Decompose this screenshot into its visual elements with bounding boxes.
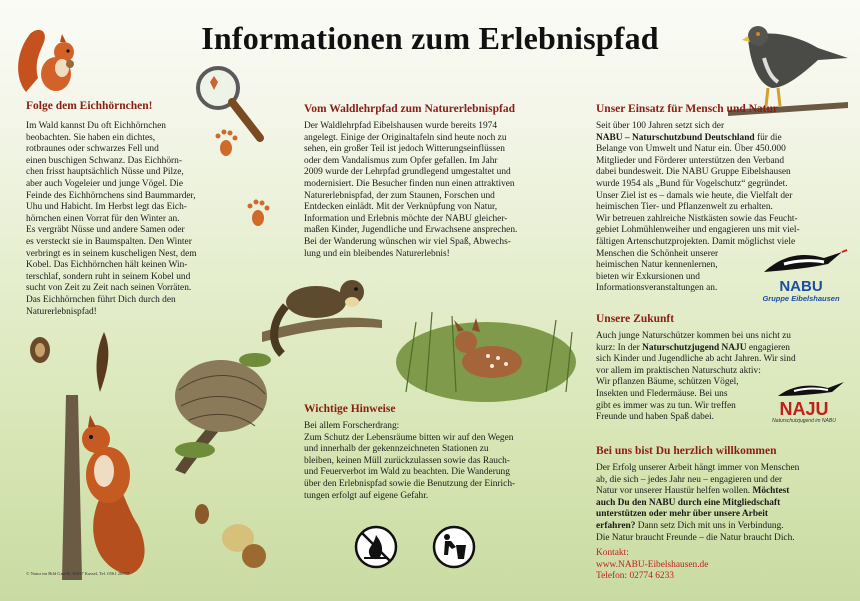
- copyright: © Natur im Bild GmbH, 36037 Kassel, Tel. 0561 20677: [26, 571, 130, 576]
- zukunft-line-2-pre: kurz: In der: [596, 342, 643, 353]
- einsatz-rest: Belange von Umwelt und Natur ein. Über 450.000 Mitglieder und Förderer unterstützen den Verband dabei bundesweit. Die NABU Gruppe Eibelshausen wurde 1954 als „Bund für Vogelschutz“ gegründet. Unser Ziel ist es – damals wie heute, die Vielfalt der heimischen Tier- und Pflanzenwelt zu erhalten. Wir betreuen zahlreiche Nistkästen sowie das Feucht- gebiet Lohmühlenweiher und engagieren uns mit viel- fältigen Artenschutzprojekten. Damit möglichst viele Menschen die Schönheit unserer heimischen Natur kennenlernen, bieten wir Exkursionen und Informationsveranstaltungen an.: [596, 144, 800, 294]
- willkommen-line-3-pre: Natur vor unserer Haustür helfen wollen.: [596, 486, 753, 497]
- page-title: Informationen zum Erlebnispfad: [201, 20, 659, 56]
- kontakt-telefon: Telefon: 02774 6233: [596, 571, 674, 582]
- hawk-illustration: [728, 18, 848, 116]
- zukunft-rest: sich Kinder und Jugendliche ab acht Jahren. Wir sind vor allem im praktischen Naturschutz aktiv: Wir pflanzen Bäume, schützen Vögel, Insekten und Fledermäuse. Bei uns gibt es immer was zu tun. Wir treffen Freunde und haben Spaß dabei.: [596, 354, 796, 423]
- naju-full-name: Naturschutzjugend NAJU: [642, 342, 747, 353]
- kontakt-label: Kontakt:: [596, 548, 629, 558]
- eichhoernchen-text: Im Wald kannst Du oft Eichhörnchen beobachten. Sie haben ein dichtes, rotbraunes oder schwarzes Fell und einen buschigen Schwanz. Das Eichhörn- chen frisst hauptsächlich Nüsse und Pilze, aber auch Vogeleier und junge Vögel. Die Feinde des Eichhörnchens sind Baummarder, Uhu und Habicht. Im Herbst legt das Eich- hörnchen einen Vorrat für den Winter an. Es vergräbt Nüsse und andere Samen oder es versteckt sie in Baumspalten. Den Winter verbringt es in seinem kuscheligen Nest, dem Kobel. Das Eichhörnchen hält keinen Win- terschlaf, sondern ruht in seinem Kobel und sucht von Zeit zu Zeit nach seinen Vorräten. Das Eichhörnchen führt Dich durch den Naturerlebnispfad!: [26, 121, 197, 317]
- willkommen-line-3-bold: Möchtest: [752, 486, 790, 497]
- nest-kobel-illustration: [155, 340, 280, 475]
- section-heading-einsatz: Unser Einsatz für Mensch und Natur: [596, 103, 778, 115]
- naju-logo-text: NAJU: [779, 399, 829, 419]
- naju-logo-subtitle-text: Naturschutzjugend: [772, 418, 814, 424]
- nut-and-cone-illustration: [28, 330, 128, 400]
- willkommen-line-1: Der Erfolg unserer Arbeit hängt immer von Menschen: [596, 463, 800, 473]
- naju-logo: [758, 378, 850, 436]
- einsatz-line-1: Seit über 100 Jahren setzt sich der: [596, 121, 725, 131]
- section-heading-willkommen: Bei uns bist Du herzlich willkommen: [596, 445, 777, 457]
- squirrel-footprints: [212, 112, 282, 242]
- nabu-full-name: NABU – Naturschutzbund Deutschland: [596, 132, 755, 143]
- hinweise-text: Bei allem Forscherdrang: Zum Schutz der Lebensräume bitten wir auf den Wegen und innerhalb der gekennzeichneten Stationen zu bleiben, keinen Müll zurückzulassen sowie das Rauch- und Feuerverbot im Wald zu beachten. Die Wanderung über den Erlebnispfad sowie die Benutzung der Einrich- tungen erfolgt auf eigene Gefahr.: [304, 421, 516, 501]
- naju-logo-subtitle: [758, 418, 850, 424]
- stork-icon-naju: [758, 378, 850, 400]
- fawn-in-grass-illustration: [396, 292, 576, 402]
- litter-bin-icon: [432, 525, 476, 569]
- naju-logo-suffix: im NABU: [815, 418, 836, 424]
- willkommen-line-6-rest: Dann setz Dich mit uns in Verbindung.: [635, 520, 784, 531]
- einsatz-line-2-rest: für die: [754, 132, 782, 143]
- willkommen-bold-lines: auch Du den NABU durch eine Mitgliedschaft unterstützen oder mehr über unsere Arbeit erfahren?: [596, 497, 781, 531]
- nabu-logo-subtitle: Gruppe Eibelshausen: [762, 294, 840, 303]
- stork-icon: [754, 244, 848, 280]
- willkommen-text: [596, 463, 854, 544]
- squirrel-on-tree-illustration: [48, 395, 168, 580]
- nabu-logo: [754, 244, 848, 304]
- waldlehrpfad-text: Der Waldlehrpfad Eibelshausen wurde bereits 1974 angelegt. Einige der Originaltafeln sind heute noch zu sehen, ein großer Teil ist jedoch Witterungseinflüssen oder dem Vandalismus zum Opfer gefallen. Im Jahr 2009 wurde der Lehrpfad grundlegend umgestaltet und modernisiert. Die Besucher finden nun einen attraktiven Naturerlebnispfad, der zum Staunen, Forschen und Entdecken einlädt. Mit der Verknüpfung von Natur, Information und Erlebnis möchte der NABU gleicher- maßen Kinder, Jugendliche und Erwachsene ansprechen. Bei der Wanderung wünschen wir viel Spaß, Abwechs- lung und ein bleibendes Naturerlebnis!: [304, 121, 518, 259]
- zukunft-line-1: Auch junge Naturschützer kommen bei uns nicht zu: [596, 331, 791, 341]
- hazelnuts-illustration: [192, 504, 272, 574]
- section-heading-waldlehrpfad: Vom Waldlehrpfad zum Naturerlebnispfad: [304, 103, 515, 115]
- nabu-logo-text: NABU: [779, 278, 823, 295]
- willkommen-line-7: Die Natur braucht Freunde – die Natur braucht Dich.: [596, 532, 795, 543]
- willkommen-line-2: ab, die sich – jedes Jahr neu – engagieren und der: [596, 474, 783, 485]
- section-heading-hinweise: Wichtige Hinweise: [304, 403, 396, 415]
- no-fire-icon: [354, 525, 398, 569]
- kontakt-website-link[interactable]: www.NABU-Eibelshausen.de: [596, 559, 709, 570]
- section-heading-zukunft: Unsere Zukunft: [596, 313, 675, 325]
- section-heading-eichhoernchen: Folge dem Eichhörnchen!: [26, 100, 153, 112]
- marten-illustration: [262, 262, 382, 362]
- squirrel-illustration: [12, 22, 84, 96]
- zukunft-line-2-post: engagieren: [746, 342, 790, 353]
